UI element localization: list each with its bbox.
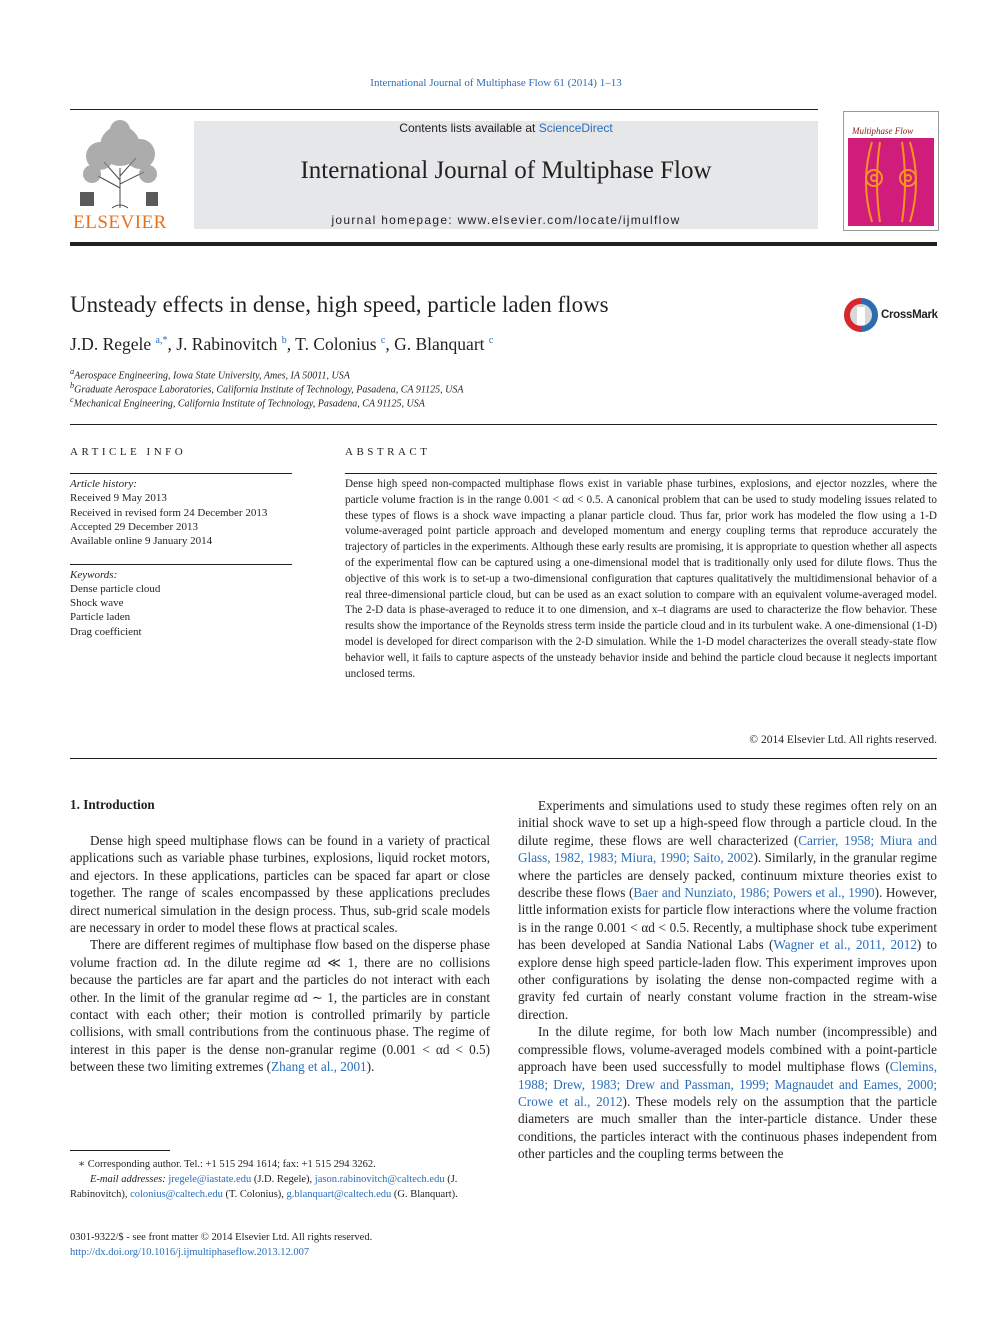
author-sup[interactable]: c xyxy=(488,335,494,347)
paragraph-text: ). Similarly, in the granular regime where the particles are densely packed, continuum mixture theories exist to describe these flows ( xyxy=(518,850,937,901)
section-heading: 1. Introduction xyxy=(70,797,155,812)
top-rule xyxy=(70,109,818,110)
keyword-item: Dense particle cloud xyxy=(70,583,161,595)
author-name: G. Blanquart xyxy=(394,334,485,354)
doi-link[interactable]: http://dx.doi.org/10.1016/j.ijmultiphaseflow.2013.12.007 xyxy=(70,1247,310,1258)
keyword-item: Shock wave xyxy=(70,597,124,609)
header-thick-rule xyxy=(70,242,937,246)
journal-title: International Journal of Multiphase Flow xyxy=(300,157,712,184)
email-link[interactable]: jregele@iastate.edu xyxy=(168,1174,252,1185)
corresponding-author-note: ∗ Corresponding author. Tel.: +1 515 294 1614; fax: +1 515 294 3262. xyxy=(78,1159,376,1170)
author-sup[interactable]: c xyxy=(380,335,386,347)
email-link[interactable]: jason.rabinovitch@caltech.edu xyxy=(314,1174,445,1185)
author-sup[interactable]: a,* xyxy=(155,335,168,347)
affiliation-text: Aerospace Engineering, Iowa State University, Ames, IA 50011, USA xyxy=(74,370,350,382)
history-item: Received in revised form 24 December 2013 xyxy=(70,507,268,519)
body-column-left xyxy=(70,832,490,1076)
affiliation-sup: a xyxy=(70,367,75,376)
article-info-heading: ARTICLE INFO xyxy=(70,446,187,458)
abstract-heading: ABSTRACT xyxy=(345,446,431,458)
email-label: E-mail addresses: xyxy=(90,1174,166,1185)
keyword-item: Drag coefficient xyxy=(70,626,142,638)
elsevier-wordmark: ELSEVIER xyxy=(73,212,167,233)
affiliation-text: Graduate Aerospace Laboratories, California Institute of Technology, Pasadena, CA 91125, USA xyxy=(74,384,464,396)
email-owner: (T. Colonius), xyxy=(222,1189,287,1200)
article-title: Unsteady effects in dense, high speed, particle laden flows xyxy=(70,292,609,317)
paragraph-text: Experiments and simulations used to study these regimes often rely on an initial shock wave to set up a high-speed flow through a particle cloud. In the dilute regime, these flows are well characterized ( xyxy=(518,798,937,848)
affiliation-c xyxy=(70,395,425,409)
paragraph-text: ) to explore dense high speed particle-laden flow. This experiment improves upon other configurations by isolating the dense non-compacted regime with a gravity fed curtain of nearly constant volume fraction in the stream-wise direction. xyxy=(518,937,937,1022)
journal-citation[interactable]: International Journal of Multiphase Flow 61 (2014) 1–13 xyxy=(370,77,622,89)
homepage-url-link[interactable]: www.elsevier.com/locate/ijmulflow xyxy=(457,213,681,227)
homepage-line xyxy=(194,213,818,227)
crossmark-badge[interactable] xyxy=(843,297,943,335)
paragraph-text: ). xyxy=(366,1059,375,1075)
author-sup[interactable]: b xyxy=(281,335,287,347)
elsevier-tree-icon xyxy=(70,118,170,210)
author-name: J. Rabinovitch xyxy=(176,334,278,354)
paragraph-text: ). However, little information exists for particle flow interactions where the volume fraction is in the range 0.001 < αd < 0.5. Recently, a multiphase shock tube experiment has been developed at Sandia National Labs ( xyxy=(518,885,937,953)
paragraph-text: There are different regimes of multiphase flow based on the disperse phase volume fraction αd. In the dilute regime αd ≪ 1, there are no collisions because the particles are far apart and the particles do not interact with each other. In the limit of the granular regime αd ∼ 1, the particles are in constant contact with each other; their motion is controlled primarily by particle collisions, with small contributions from the continuous phase. The regime of interest in this paper is the dense non-granular regime (0.001 < αd < 0.5) between these two limiting extremes ( xyxy=(70,937,490,1075)
abstract-bottom-rule xyxy=(70,758,937,759)
keywords-label: Keywords: xyxy=(70,569,118,581)
crossmark-label: CrossMark xyxy=(881,309,938,321)
author-name: J.D. Regele xyxy=(70,334,152,354)
email-link[interactable]: g.blanquart@caltech.edu xyxy=(286,1189,392,1200)
affiliation-a xyxy=(70,367,350,381)
affiliation-sup: b xyxy=(70,381,75,390)
paragraph-text: ). These models rely on the assumption that the particle diameters are much smaller than the inter-particle distance. Under these conditions, the particles interact with the continuous phases independent from other particles and the coupling terms between the xyxy=(518,1093,937,1162)
footnote-rule xyxy=(70,1150,170,1151)
homepage-prefix: journal homepage: xyxy=(331,213,458,227)
history-item: Accepted 29 December 2013 xyxy=(70,521,198,533)
abstract-rule xyxy=(345,473,937,474)
email-footnote xyxy=(70,1172,490,1202)
author-name: T. Colonius xyxy=(295,334,377,354)
body-paragraph xyxy=(518,797,937,1023)
journal-masthead xyxy=(194,121,818,229)
sciencedirect-link[interactable]: ScienceDirect xyxy=(538,121,613,135)
citation-link[interactable]: Clemins, 1988; Drew, 1983; Drew and Passman, 1999; Magnaudet and Eames, 2000; Crowe et al., 2012 xyxy=(518,1059,937,1109)
keywords-rule xyxy=(70,564,292,565)
citation-link[interactable]: Wagner et al., 2011, 2012 xyxy=(773,937,917,953)
history-item: Received 9 May 2013 xyxy=(70,492,167,504)
author-list: J.D. Regele $^{a,*}$, J. Rabinovitch $^b$, T. Colonius $^c$, G. Blanquart $^c$ xyxy=(70,334,494,354)
affiliation-text: Mechanical Engineering, California Institute of Technology, Pasadena, CA 91125, USA xyxy=(73,398,425,410)
citation-link[interactable]: Baer and Nunziato, 1986; Powers et al., 1990 xyxy=(633,885,875,901)
paragraph-text: In the dilute regime, for both low Mach number (incompressible) and compressible flows, volume-averaged models combined with a point-particle approach have been used successfully to model multiphase flows ( xyxy=(518,1024,937,1075)
email-owner: (G. Blanquart). xyxy=(391,1189,458,1200)
contents-prefix: Contents lists available at xyxy=(399,121,539,135)
email-owner: (J.D. Regele), xyxy=(251,1174,315,1185)
body-column-right xyxy=(518,797,937,1163)
history-item: Available online 9 January 2014 xyxy=(70,535,213,547)
contents-line xyxy=(194,121,818,135)
cover-title: Multiphase Flow xyxy=(852,126,914,136)
crossmark-icon xyxy=(843,297,879,333)
elsevier-logo[interactable] xyxy=(70,118,170,234)
history-label: Article history: xyxy=(70,478,137,490)
body-paragraph: Dense high speed multiphase flows can be found in a variety of practical applications such as variable phase turbines, explosions, liquid rocket motors, and ejectors. In these applications, particles can be spaced far apart or close together. The range of scales encompassed by these applications precludes direct numerical simulation in the design process. Thus, sub-grid scale models are necessary in order to model these flows at practical scales. xyxy=(70,833,490,936)
keyword-item: Particle laden xyxy=(70,611,131,623)
article-info-rule xyxy=(70,473,292,474)
affiliation-b xyxy=(70,381,463,395)
citation-link[interactable]: Carrier, 1958; Miura and Glass, 1982, 1983; Miura, 1990; Saito, 2002 xyxy=(518,832,937,866)
journal-cover-image[interactable] xyxy=(843,111,939,231)
email-link[interactable]: colonius@caltech.edu xyxy=(130,1189,223,1200)
body-paragraph xyxy=(518,1023,937,1162)
affiliation-sup: c xyxy=(70,395,74,404)
abstract-text: Dense high speed non-compacted multiphase flows exist in variable phase turbines, explosions, and ejector nozzles, where the particle volume fraction is in the range 0.001 < αd < 0.5. A canonical problem that can be used to study modeling issues related to these types of flows is a shock wave impacting a planar particle cloud. Thus far, prior work has modeled the flow using a 1-D volume-averaged point particle approach and developed momentum and energy coupling terms that reproduce accurately the trajectory of particles in the experiments. Although these early results are promising, it is appropriate to question whether all aspects of the experimental flow can be captured using a one-dimensional model that is traditionally only used for dilute flows. Thus the objective of this work is to set-up a two-dimensional configuration that captures qualitatively the multidimensional behavior of a real three-dimensional particle cloud, but can be used as an exact solution to compare with an equivalent volume-averaged model. The 2-D data is phase-averaged to reduce it to one dimension, and x–t diagrams are used to characterize the flow behavior. These results show the importance of the Reynolds stress term inside the particle cloud and in its turbulent wake. A one-dimensional (1-D) model is developed for direct comparison with the 2-D simulation. While the 1-D model characterizes the overall steady-state flow behavior well, it fails to capture aspects of the unsteady behavior inside and behind the particle cloud because it neglects important unclosed terms. xyxy=(345,478,937,680)
citation-link[interactable]: Zhang et al., 2001 xyxy=(271,1059,367,1075)
body-paragraph xyxy=(70,936,490,1075)
email-owner: (J. Rabinovitch), xyxy=(70,1174,458,1200)
abstract-copyright: © 2014 Elsevier Ltd. All rights reserved. xyxy=(749,734,937,746)
affiliation-rule xyxy=(70,424,937,425)
issn-line: 0301-9322/$ - see front matter © 2014 Elsevier Ltd. All rights reserved. xyxy=(70,1232,373,1243)
